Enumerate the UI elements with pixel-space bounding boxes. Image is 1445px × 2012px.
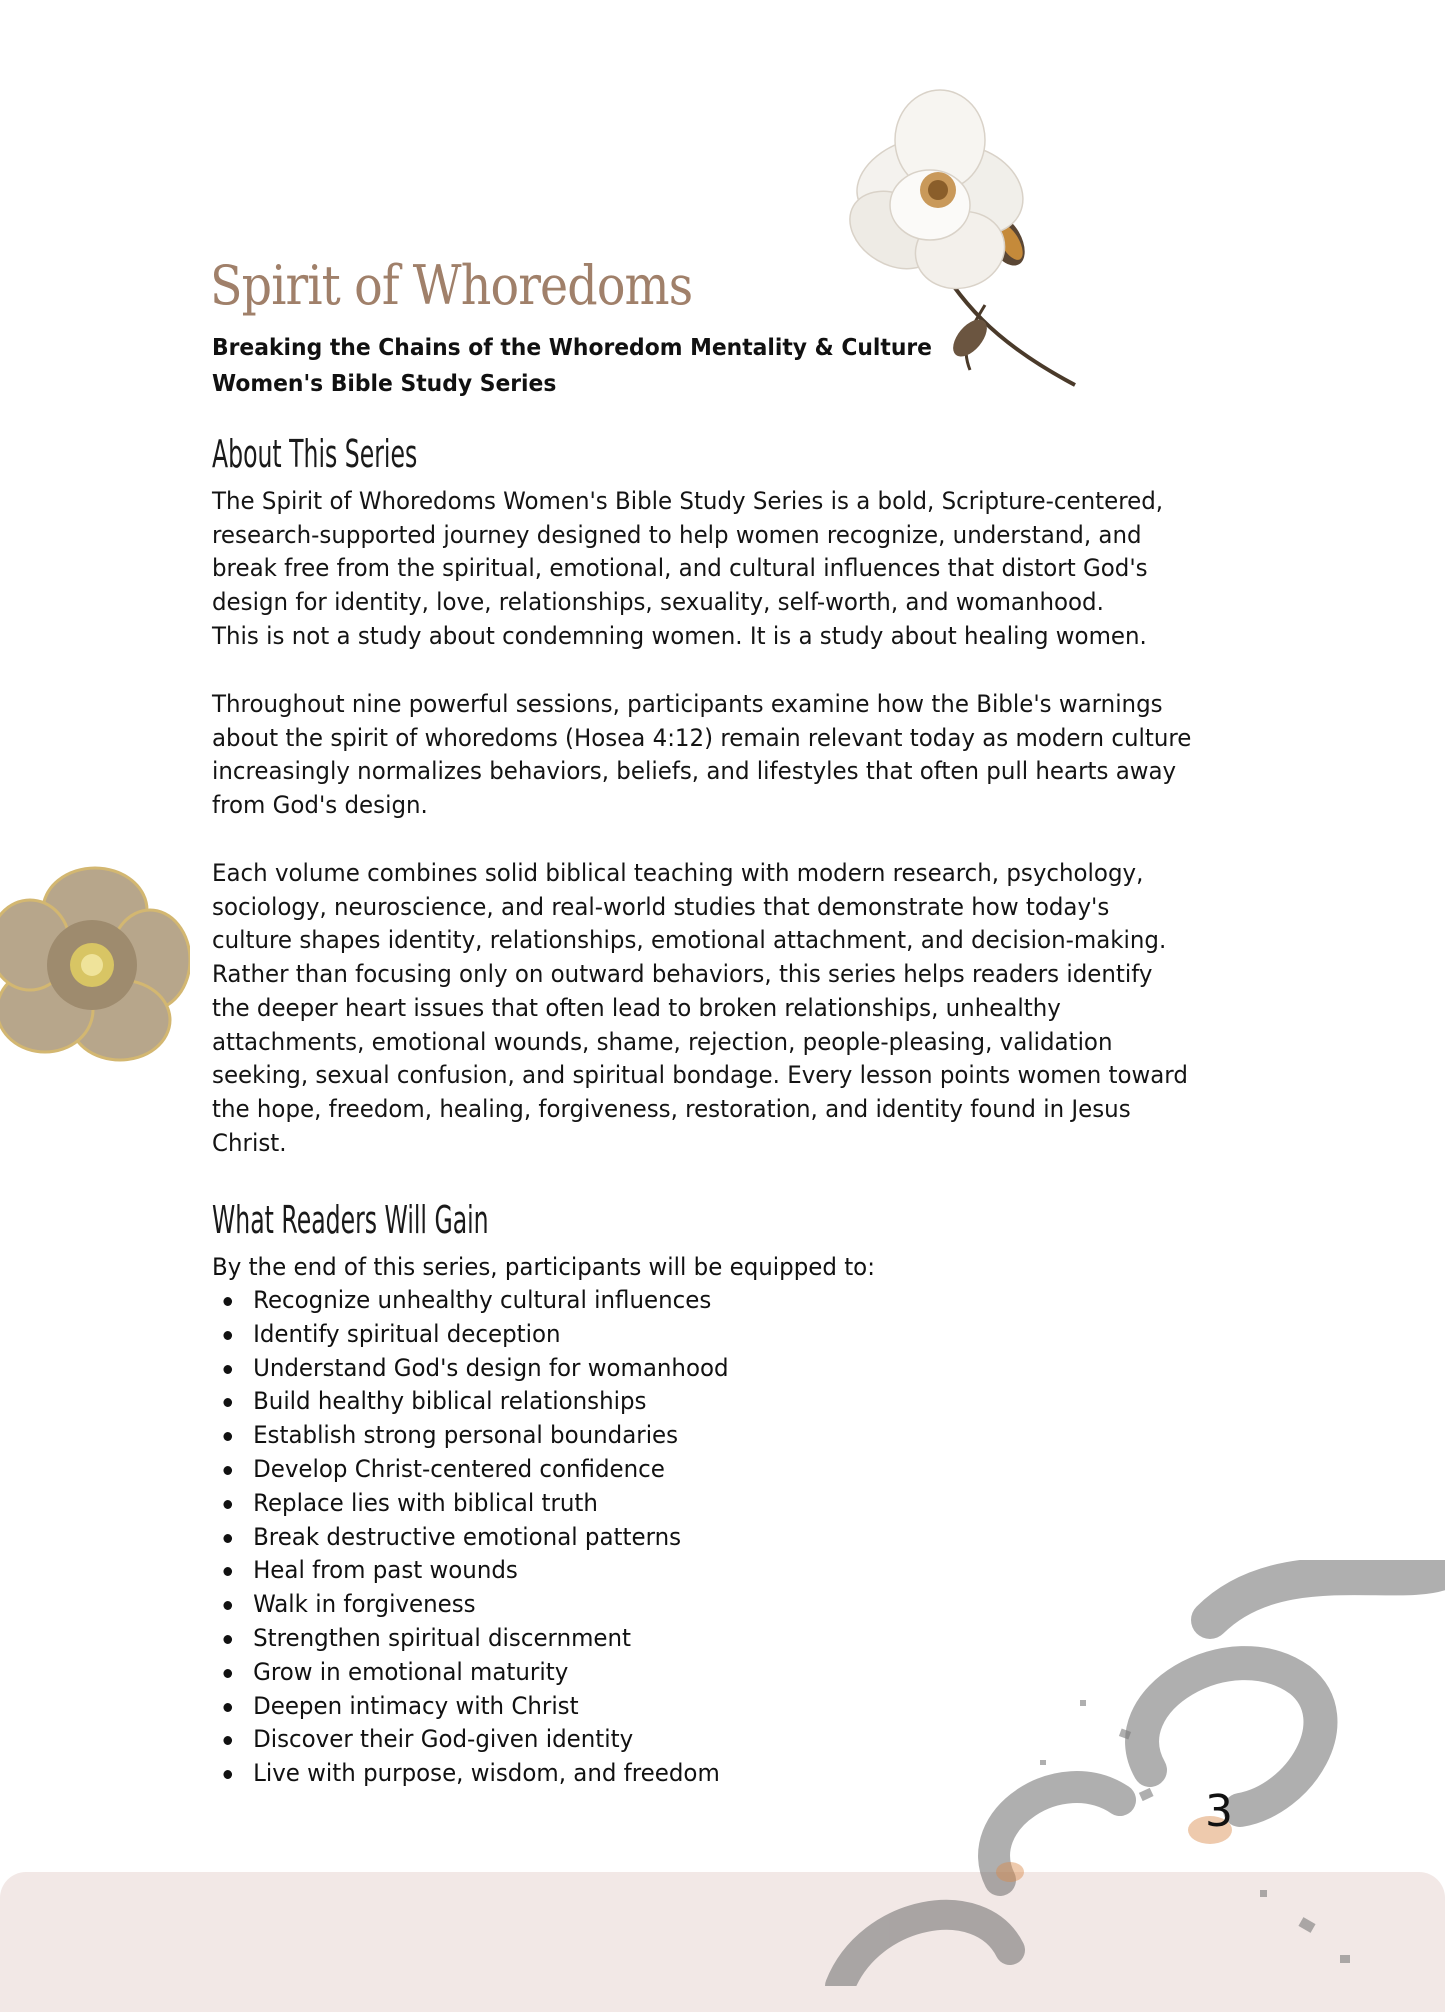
text-line: the hope, freedom, healing, forgiveness, restoration, and identity found in Jesus (212, 1094, 1131, 1123)
bullet-icon (223, 1432, 232, 1441)
list-item (212, 1521, 729, 1555)
bullet-icon (223, 1297, 232, 1306)
list-item-text: Discover their God-given identity (253, 1725, 634, 1754)
bullet-icon (223, 1635, 232, 1644)
list-item (212, 1588, 729, 1622)
bullet-icon (223, 1770, 232, 1779)
bullet-icon (223, 1567, 232, 1576)
list-item-text: Build healthy biblical relationships (253, 1387, 647, 1416)
bullet-icon (223, 1669, 232, 1678)
text-line: research-supported journey designed to help women recognize, understand, and (212, 520, 1142, 549)
text-line: Christ. (212, 1128, 287, 1157)
list-item (212, 1352, 729, 1386)
list-item (212, 1318, 729, 1352)
text-line: about the spirit of whoredoms (Hosea 4:12) remain relevant today as modern culture (212, 723, 1192, 752)
bullet-icon (223, 1534, 232, 1543)
list-item-text: Walk in forgiveness (253, 1590, 476, 1619)
list-item-text: Break destructive emotional patterns (253, 1522, 682, 1551)
list-item (212, 1487, 729, 1521)
text-line: increasingly normalizes behaviors, beliefs, and lifestyles that often pull hearts away (212, 757, 1177, 786)
subtitle-line: Breaking the Chains of the Whoredom Mentality & Culture (212, 335, 932, 361)
text-line: Each volume combines solid biblical teaching with modern research, psychology, (212, 859, 1144, 887)
text-line: from God's design. (212, 791, 428, 820)
about-paragraph-3 (212, 857, 1215, 1160)
document-subtitle (212, 330, 932, 402)
text-line: culture shapes identity, relationships, emotional attachment, and decision-making. (212, 926, 1167, 955)
section-heading-gains: What Readers Will Gain (212, 1198, 489, 1242)
text-line: Throughout nine powerful sessions, participants examine how the Bible's warnings (212, 690, 1163, 718)
list-item-text: Recognize unhealthy cultural influences (253, 1286, 712, 1314)
about-paragraph-2 (212, 688, 1215, 823)
bullet-icon (223, 1601, 232, 1610)
text-line: seeking, sexual confusion, and spiritual bondage. Every lesson points women toward (212, 1061, 1188, 1090)
section-heading-about: About This Series (212, 432, 418, 476)
about-paragraph-1 (212, 485, 1215, 654)
bullet-icon (223, 1703, 232, 1712)
list-item-text: Deepen intimacy with Christ (253, 1691, 579, 1720)
text-line: the deeper heart issues that often lead to broken relationships, unhealthy (212, 993, 1061, 1022)
bullet-icon (223, 1398, 232, 1407)
page-number: 3 (1205, 1786, 1233, 1837)
list-item (212, 1284, 729, 1318)
list-item-text: Develop Christ-centered confidence (253, 1454, 665, 1483)
bullet-icon (223, 1500, 232, 1509)
list-item (212, 1419, 729, 1453)
list-item-text: Grow in emotional maturity (253, 1657, 569, 1686)
text-line: The Spirit of Whoredoms Women's Bible Study Series is a bold, Scripture-centered, (212, 487, 1164, 515)
list-item (212, 1385, 729, 1419)
bullet-icon (223, 1466, 232, 1475)
text-line: This is not a study about condemning women. It is a study about healing women. (212, 621, 1147, 650)
bullet-icon (223, 1331, 232, 1340)
text-line: attachments, emotional wounds, shame, rejection, people-pleasing, validation (212, 1027, 1113, 1056)
list-item (212, 1723, 729, 1757)
text-line: design for identity, love, relationships, sexuality, self-worth, and womanhood. (212, 588, 1104, 617)
broken-chain-illustration (780, 1560, 1445, 1986)
list-item-text: Heal from past wounds (253, 1556, 518, 1585)
list-item (212, 1757, 729, 1791)
list-item (212, 1554, 729, 1588)
subtitle-line: Women's Bible Study Series (212, 371, 557, 397)
bullet-icon (223, 1365, 232, 1374)
list-item (212, 1622, 729, 1656)
document-title: Spirit of Whoredoms (210, 254, 693, 317)
list-item (212, 1453, 729, 1487)
gains-list (212, 1284, 729, 1791)
text-line: Rather than focusing only on outward behaviors, this series helps readers identify (212, 960, 1153, 989)
bullet-icon (223, 1736, 232, 1745)
list-item-text: Strengthen spiritual discernment (253, 1623, 632, 1652)
text-line: break free from the spiritual, emotional, and cultural influences that distort God's (212, 554, 1148, 583)
text-line: sociology, neuroscience, and real-world studies that demonstrate how today's (212, 892, 1110, 921)
list-item-text: Identify spiritual deception (253, 1319, 561, 1348)
list-item-text: Understand God's design for womanhood (253, 1353, 729, 1382)
list-item-text: Live with purpose, wisdom, and freedom (253, 1759, 720, 1788)
gains-intro: By the end of this series, participants will be equipped to: (212, 1253, 875, 1281)
list-item (212, 1656, 729, 1690)
list-item-text: Establish strong personal boundaries (253, 1421, 679, 1450)
tan-flower-illustration (0, 865, 190, 1065)
list-item-text: Replace lies with biblical truth (253, 1488, 598, 1517)
list-item (212, 1690, 729, 1724)
